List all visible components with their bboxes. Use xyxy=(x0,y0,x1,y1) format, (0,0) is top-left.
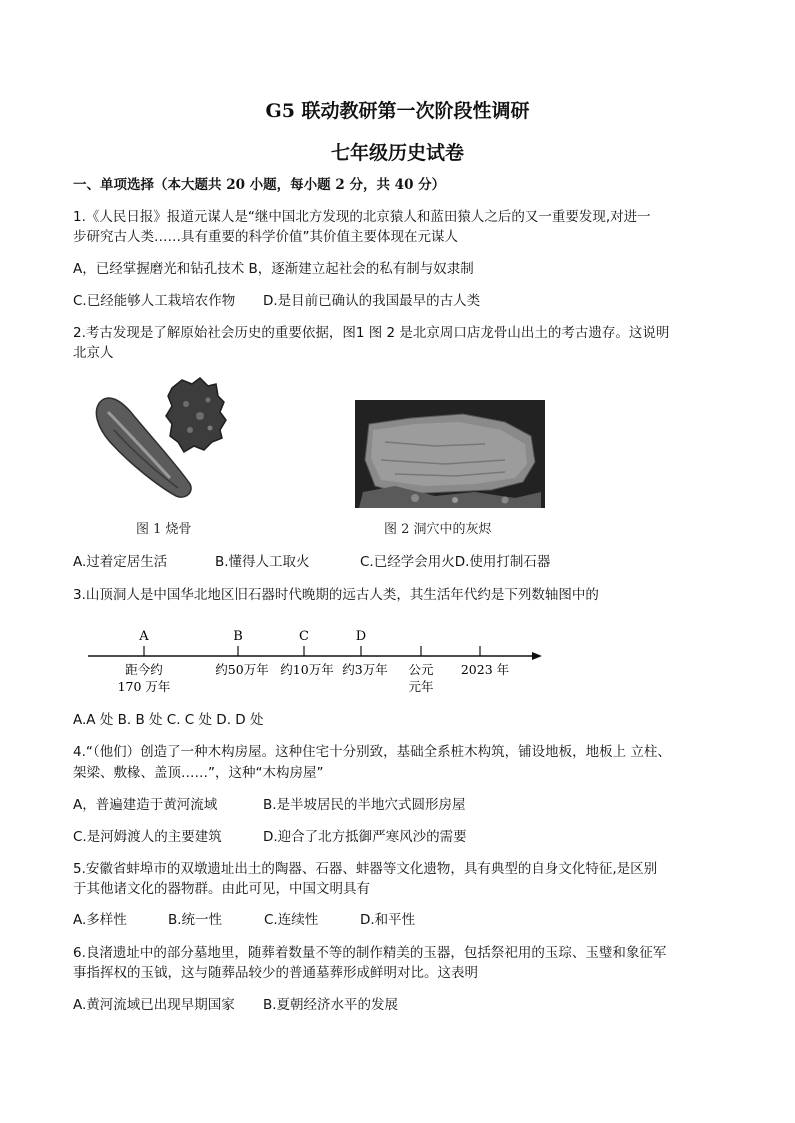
q4-options-ab xyxy=(73,796,733,814)
q1-option-c: C.已经能够人工栽培农作物 xyxy=(73,293,236,309)
q3-stem: 3.山顶洞人是中国华北地区旧石器时代晚期的远古人类，其生活年代约是下列数轴图中的 xyxy=(73,587,599,603)
timeline-arrow-icon xyxy=(532,652,542,660)
exam-subtitle: 七年级历史试卷 xyxy=(330,142,464,164)
q4-stem-line2: 架梁、敷椽、盖顶……”，这种“木构房屋” xyxy=(73,765,324,781)
q2-stem-line2: 北京人 xyxy=(73,345,114,361)
timeline-label-ad1-l2: 元年 xyxy=(408,679,434,694)
q2-option-cd: C.已经学会用火D.使用打制石器 xyxy=(360,554,551,570)
timeline-label-50: 约50万年 xyxy=(215,662,269,677)
q5-option-a: A.多样性 xyxy=(73,912,127,928)
q6-stem-line1: 6.良渚遗址中的部分墓地里，随葬着数量不等的制作精美的玉器，包括祭祀用的玉琮、玉璧和象征军 xyxy=(73,945,667,961)
figure-2-cave-ashes xyxy=(355,400,545,508)
q6-option-a: A.黄河流域已出现早期国家 xyxy=(73,997,235,1013)
timeline-label-ad1: 公元 xyxy=(408,662,434,677)
figure-2-caption: 图 2 洞穴中的灰烬 xyxy=(384,522,492,537)
q4-stem-line1: 4.“（他们）创造了一种木构房屋。这种住宅十分别致，基础全系桩木构筑，铺设地板，地板上 立柱、 xyxy=(73,744,671,760)
timeline-label-2023: 2023 年 xyxy=(460,662,510,677)
figure-1-caption: 图 1 烧骨 xyxy=(136,522,192,537)
timeline-figure xyxy=(80,624,545,700)
q5-options xyxy=(73,911,733,929)
exam-title: G5 联动教研第一次阶段性调研 xyxy=(265,100,530,122)
timeline-label-3: 约3万年 xyxy=(342,662,388,677)
q2-option-b: B.懂得人工取火 xyxy=(215,554,310,570)
timeline-label-170: 距今约 xyxy=(125,662,163,677)
section-heading: 一、单项选择（本大题共 20 小题，每小题 2 分，共 40 分） xyxy=(73,177,446,193)
q4-option-d: D.迎合了北方抵御严寒风沙的需要 xyxy=(263,829,467,845)
q1-stem-line2: 步研究古人类……具有重要的科学价值”其价值主要体现在元谋人 xyxy=(73,229,458,245)
q4-option-a: A，普遍建造于黄河流域 xyxy=(73,797,218,813)
timeline-marker-d: D xyxy=(355,629,367,644)
q4-option-c: C.是河姆渡人的主要建筑 xyxy=(73,829,222,845)
q2-option-a: A.过着定居生活 xyxy=(73,554,168,570)
timeline-marker-c: C xyxy=(299,629,309,644)
q5-option-b: B.统一性 xyxy=(168,912,223,928)
q6-option-b: B.夏朝经济水平的发展 xyxy=(263,997,399,1013)
q1-options-ab: A，已经掌握磨光和钻孔技术 B，逐渐建立起社会的私有制与奴隶制 xyxy=(73,261,474,277)
q2-options xyxy=(73,553,733,571)
q1-options-cd xyxy=(73,292,733,310)
q1-stem-line1: 1.《人民日报》报道元谋人是“继中国北方发现的北京猿人和蓝田猿人之后的又一重要发现,对进一 xyxy=(73,209,651,225)
timeline-marker-a: A xyxy=(139,629,149,644)
q5-option-d: D.和平性 xyxy=(360,912,416,928)
q6-stem-line2: 事指挥权的玉钺，这与随葬品较少的普通墓葬形成鲜明对比。这表明 xyxy=(73,965,478,981)
timeline-label-170-unit: 170 万年 xyxy=(117,679,171,694)
timeline-label-10: 约10万年 xyxy=(280,662,334,677)
q5-stem-line1: 5.安徽省蚌埠市的双墩遗址出土的陶器、石器、蚌器等文化遗物，具有典型的自身文化特征,是区别 xyxy=(73,861,658,877)
q4-options-cd xyxy=(73,828,733,846)
q1-option-d: D.是目前已确认的我国最早的古人类 xyxy=(263,293,481,309)
figure-1-burnt-bone xyxy=(74,372,232,508)
q5-option-c: C.连续性 xyxy=(264,912,319,928)
q4-option-b: B.是半坡居民的半地穴式圆形房屋 xyxy=(263,797,466,813)
q6-options xyxy=(73,996,733,1014)
q2-stem-line1: 2.考古发现是了解原始社会历史的重要依据，图1 图 2 是北京周口店龙骨山出土的考古遗存。这说明 xyxy=(73,325,670,341)
q5-stem-line2: 于其他诸文化的器物群。由此可见，中国文明具有 xyxy=(73,881,370,897)
q3-options: A.A 处 B. B 处 C. C 处 D. D 处 xyxy=(73,712,264,728)
timeline-marker-b: B xyxy=(233,629,243,644)
